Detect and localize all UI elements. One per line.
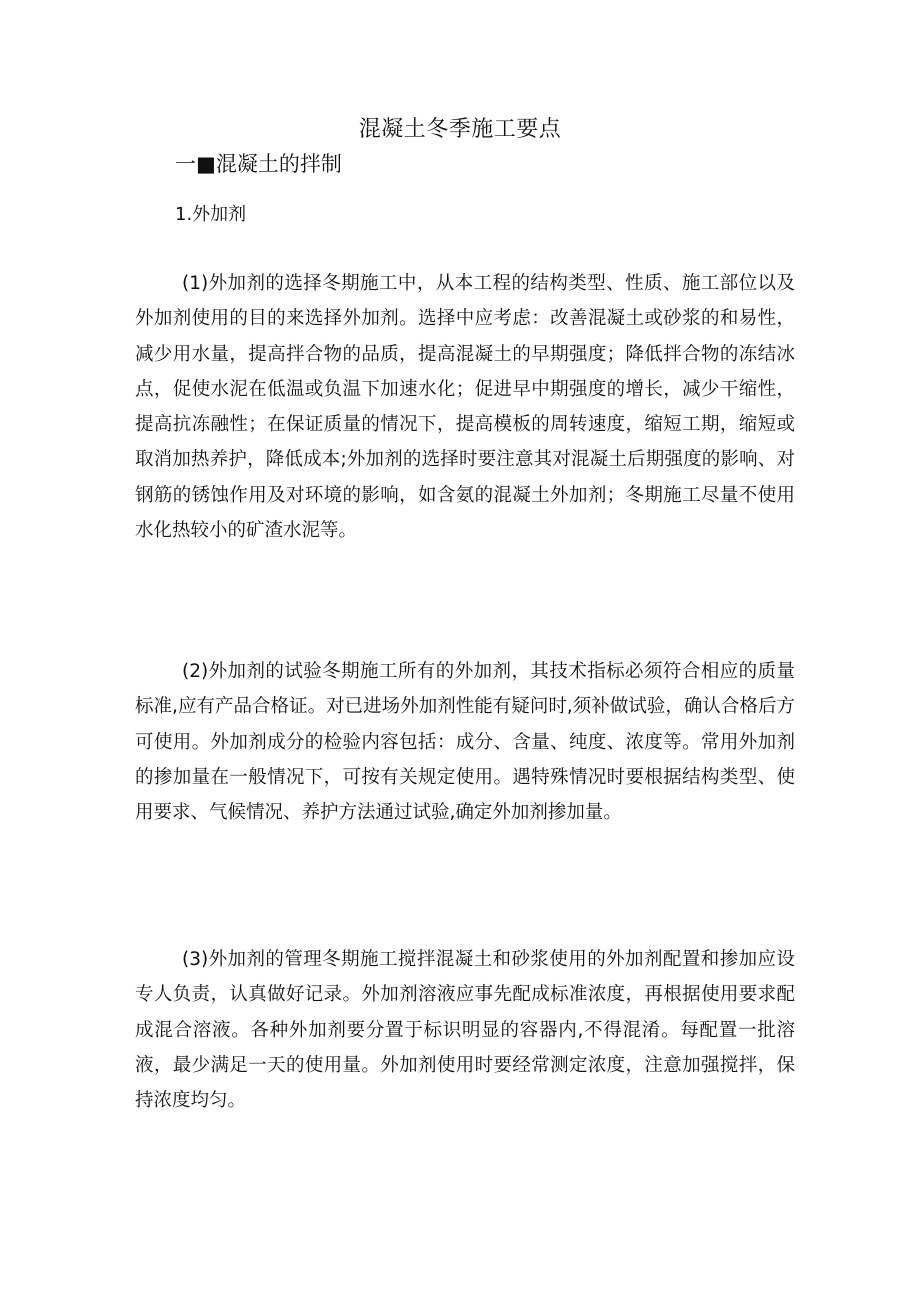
section-heading: 一■混凝土的拌制 bbox=[175, 152, 342, 176]
paragraph-admixture-testing: (2)外加剂的试验冬期施工所有的外加剂，其技术指标必须符合相应的质量标准,应有产品合格证。对已进场外加剂性能有疑问时,须补做试验，确认合格后方可使用。外加剂成分的检验内容包括：成分、含量、纯度、浓度等。常用外加剂的掺加量在一般情况下，可按有关规定使用。遇特殊情况时要根据结构类型、使用要求、气候情况、养护方法通过试验,确定外加剂掺加量。 bbox=[135, 661, 795, 824]
subsection-heading: 1.外加剂 bbox=[175, 204, 247, 225]
document-title: 混凝土冬季施工要点 bbox=[358, 117, 562, 142]
paragraph-admixture-selection: (1)外加剂的选择冬期施工中，从本工程的结构类型、性质、施工部位以及外加剂使用的目的来选择外加剂。选择中应考虑：改善混凝土或砂浆的和易性，减少用水量，提高拌合物的品质，提高混凝土的早期强度；降低拌合物的冻结冰点，促使水泥在低温或负温下加速水化；促进早中期强度的增长，减少干缩性，提高抗冻融性；在保证质量的情况下，提高模板的周转速度，缩短工期，缩短或取消加热养护，降低成本;外加剂的选择时要注意其对混凝土后期强度的影响、对钢筋的锈蚀作用及对环境的影响，如含氨的混凝土外加剂；冬期施工尽量不使用水化热较小的矿渣水泥等。 bbox=[135, 273, 795, 542]
paragraph-admixture-management: (3)外加剂的管理冬期施工搅拌混凝土和砂浆使用的外加剂配置和掺加应设专人负责，认真做好记录。外加剂溶液应事先配成标准浓度，再根据使用要求配成混合溶液。各种外加剂要分置于标识明显的容器内,不得混淆。每配置一批溶液，最少满足一天的使用量。外加剂使用时要经常测定浓度，注意加强搅拌，保持浓度均匀。 bbox=[135, 949, 795, 1112]
